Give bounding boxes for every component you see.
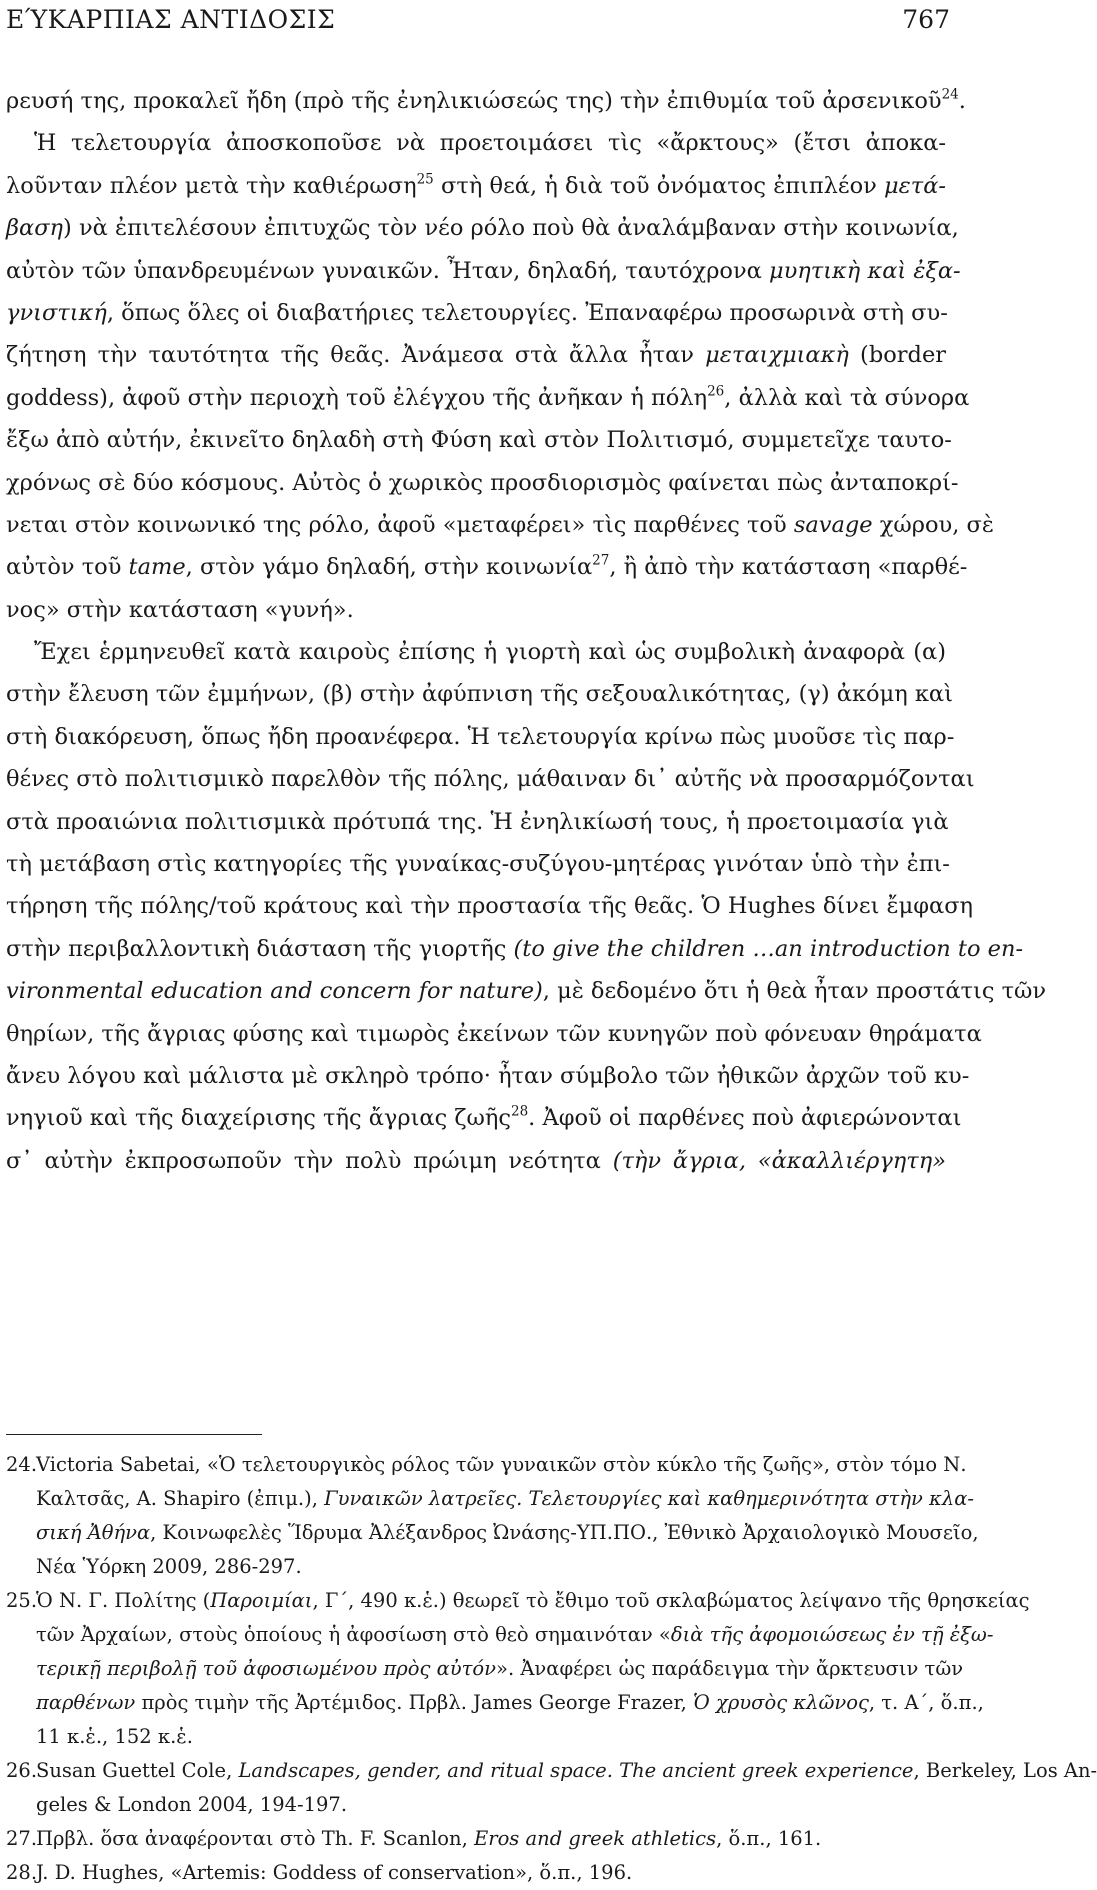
footnote-number: 26. — [6, 1759, 38, 1782]
text-line: στὴν ἔλευση τῶν ἐμμήνων, (β) στὴν ἀφύπνιση τῆς σεξουαλικότητας, (γ) ἀκόμη καὶ — [6, 681, 953, 708]
text-line: θένες στὸ πολιτισμικὸ παρελθὸν τῆς πόλης, μάθαιναν δι᾽ αὐτῆς νὰ προσαρμόζονται — [6, 766, 975, 793]
footnote-ref[interactable]: 28 — [510, 1103, 529, 1120]
footnote-28: 28. J. D. Hughes, «Artemis: Goddess of conservation», ὅ.π., 196. — [6, 1856, 946, 1890]
text-line: στὴ διακόρευση, ὅπως ἤδη προανέφερα. Ἡ τελετουργία κρίνω πὼς μυοῦσε τὶς παρ- — [6, 723, 955, 750]
text-line: στὴν περιβαλλοντικὴ διάσταση τῆς γιορτῆς (to give the children …an introduction to en- — [6, 935, 1024, 962]
text-line: νεται στὸν κοινωνικό της ρόλο, ἀφοῦ «μεταφέρει» τὶς παρθένες τοῦ savage χώρου, σὲ — [6, 511, 994, 538]
running-title: ΕΎΚΑΡΠΙΑΣ ΑΝΤΙΔΟΣΙΣ — [6, 5, 336, 34]
page-number: 767 — [902, 5, 950, 34]
text-line: ζήτηση τὴν ταυτότητα τῆς θεᾶς. Ἀνάμεσα στὰ ἄλλα ἦταν μεταιχμιακὴ (border — [6, 342, 947, 369]
footnote-26: 26. Susan Guettel Cole, Landscapes, gender, and ritual space. The ancient greek experience, Berkeley, Los An- geles & London 2004, 194-197. — [6, 1754, 946, 1822]
text-line: θηρίων, τῆς ἄγριας φύσης καὶ τιμωρὸς ἐκείνων τῶν κυνηγῶν ποὺ φόνευαν θηράματα — [6, 1020, 982, 1047]
footnotes — [6, 1448, 1097, 1890]
text-line: τήρηση τῆς πόλης/τοῦ κράτους καὶ τὴν προστασία τῆς θεᾶς. Ὁ Hughes δίνει ἔμφαση — [6, 893, 974, 920]
footnote-number: 24. — [6, 1453, 38, 1476]
footnote-number: 28. — [6, 1861, 38, 1884]
footnote-ref[interactable]: 24 — [941, 86, 959, 103]
text-line: goddess), ἀφοῦ στὴν περιοχὴ τοῦ ἐλέγχου τῆς ἀνῆκαν ἡ πόλη$^{26}$, ἀλλὰ καὶ τὰ σύνορα — [6, 383, 970, 411]
text-line: νος» στὴν κατάσταση «γυνή». — [6, 596, 354, 623]
text-line: χρόνως σὲ δύο κόσμους. Αὐτὸς ὁ χωρικὸς προσδιορισμὸς φαίνεται πὼς ἀνταποκρί- — [6, 469, 959, 496]
text-line: vironmental education and concern for nature), μὲ δεδομένο ὅτι ἡ θεὰ ἦταν προστάτις τῶν — [6, 978, 1047, 1005]
footnote-24: 24. Victoria Sabetai, «Ὁ τελετουργικὸς ρόλος τῶν γυναικῶν στὸν κύκλο τῆς ζωῆς», στὸν τόμο Ν. Καλτσᾶς, A. Shapiro (ἐπιμ.), Γυναικῶν λατρεῖες. Τελετουργίες καὶ καθημερινότητα στὴν κλα- σική Ἀθήνα, Κοινωφελὲς Ἵδρυμα Ἀλέξανδρος Ὠνάσης-ΥΠ.ΠΟ., Ἐθνικὸ Ἀρχαιολογικὸ Μουσεῖο, Νέα Ὑόρκη 2009, 286-297. — [6, 1448, 946, 1584]
text-line: λοῦνταν πλέον μετὰ τὴν καθιέρωση$^{25}$ στὴ θεά, ἡ διὰ τοῦ ὀνόματος ἐπιπλέον μετά- — [6, 171, 946, 199]
text-line: νηγιοῦ καὶ τῆς διαχείρισης τῆς ἄγριας ζωῆς$^{28}$. Ἀφοῦ οἱ παρθένες ποὺ ἀφιερώνονται — [6, 1103, 962, 1132]
text-line: αὐτὸν τῶν ὑπανδρευμένων γυναικῶν. Ἦταν, δηλαδή, ταυτόχρονα μυητικὴ καὶ ἐξα- — [6, 257, 961, 284]
footnote-number: 27. — [6, 1827, 38, 1850]
text-line: βαση) νὰ ἐπιτελέσουν ἐπιτυχῶς τὸν νέο ρόλο ποὺ θὰ ἀναλάμβαναν στὴν κοινωνία, — [6, 215, 959, 242]
footnote-ref[interactable]: 25 — [416, 171, 434, 188]
text-line: στὰ προαιώνια πολιτισμικὰ πρότυπά της. Ἡ ἐνηλικίωσή τους, ἡ προετοιμασία γιὰ — [6, 808, 949, 835]
text-line: Ἔχει ἑρμηνευθεῖ κατὰ καιροὺς ἐπίσης ἡ γιορτὴ καὶ ὡς συμβολικὴ ἀναφορὰ (α) — [34, 639, 946, 666]
text-line: ἄνευ λόγου καὶ μάλιστα μὲ σκληρὸ τρόπο· ἦταν σύμβολο τῶν ἠθικῶν ἀρχῶν τοῦ κυ- — [6, 1062, 970, 1089]
text-line: ρευσή της, προκαλεῖ ἤδη (πρὸ τῆς ἐνηλικιώσεώς της) τὴν ἐπιθυμία τοῦ ἀρσενικοῦ$^{24}$. — [6, 86, 966, 114]
text-line: αὐτὸν τοῦ tame, στὸν γάμο δηλαδή, στὴν κοινωνία$^{27}$, ἢ ἀπὸ τὴν κατάσταση «παρθέ- — [6, 552, 968, 581]
footnote-25: 25. Ὁ Ν. Γ. Πολίτης (Παροιμίαι, Γ´, 490 κ.ἑ.) θεωρεῖ τὸ ἔθιμο τοῦ σκλαβώματος λείψανο τῆς θρησκείας τῶν Ἀρχαίων, στοὺς ὁποίους ἡ ἀφοσίωση στὸ θεὸ σημαινόταν «διὰ τῆς ἀφομοιώσεως ἐν τῇ ἐξω- τερικῇ περιβολῇ τοῦ ἀφοσιωμένου πρὸς αὐτόν». Ἀναφέρει ὡς παράδειγμα τὴν ἄρκτευσιν τῶν παρθένων πρὸς τιμὴν τῆς Ἀρτέμιδος. Πρβλ. James George Frazer, Ὁ χρυσὸς κλῶνος, τ. Α´, ὅ.π., 11 κ.ἑ., 152 κ.ἑ. — [6, 1584, 946, 1754]
footnote-divider — [6, 1434, 262, 1435]
text-line: ἔξω ἀπὸ αὐτήν, ἐκινεῖτο δηλαδὴ στὴ Φύση καὶ στὸν Πολιτισμό, συμμετεῖχε ταυτο- — [6, 427, 952, 454]
footnote-ref[interactable]: 27 — [592, 552, 610, 569]
footnote-ref[interactable]: 26 — [707, 383, 725, 400]
text-line: τὴ μετάβαση στὶς κατηγορίες τῆς γυναίκας-συζύγου-μητέρας γινόταν ὑπὸ τὴν ἐπι- — [6, 851, 950, 878]
footnote-27: 27. Πρβλ. ὅσα ἀναφέρονται στὸ Th. F. Scanlon, Eros and greek athletics, ὅ.π., 161. — [6, 1822, 946, 1856]
footnote-number: 25. — [6, 1589, 38, 1612]
text-line: γνιστική, ὅπως ὅλες οἱ διαβατήριες τελετουργίες. Ἐπαναφέρω προσωρινὰ στὴ συ- — [6, 299, 948, 326]
main-text — [6, 80, 1047, 1182]
text-line: Ἡ τελετουργία ἀποσκοποῦσε νὰ προετοιμάσει τὶς «ἄρκτους» (ἔτσι ἀποκα- — [34, 130, 946, 157]
text-line: σ᾽ αὐτὴν ἐκπροσωποῦν τὴν πολὺ πρώιμη νεότητα (τὴν ἄγρια, «ἀκαλλιέργητη» — [6, 1147, 946, 1174]
running-header — [6, 2, 950, 38]
